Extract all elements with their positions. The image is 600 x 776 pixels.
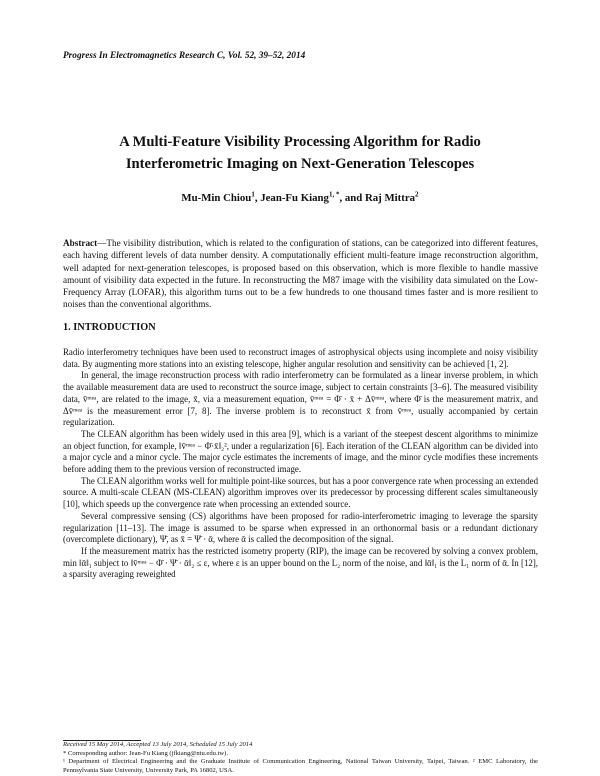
- paragraph-2: In general, the image reconstruction process with radio interferometry can be formulated as a linear inverse problem, in which the available measurement data are used to reconstruct the source image, subject to certain constraints [3–6]. The measured visibility data, v̄ᵐᵉᵃ, are related to the image, x̄, via a measurement equation, v̄ᵐᵉᵃ = Φ̄ · x̄ + Δv̄ᵐᵉᵃ, where Φ̄ is the measurement matrix, and Δv̄ᵐᵉᵃ is the measurement error [7, 8]. The inverse problem is to reconstruct x̄ from v̄ᵐᵉᵃ, usually accompanied by certain regularization.: [63, 370, 538, 428]
- author-list: [60, 192, 540, 204]
- paragraph-1: Radio interferometry techniques have been used to reconstruct images of astrophysical objects using incomplete and noisy visibility data. By augmenting more stations into an existing telescope, higher angular resolution and sensitivity can be achieved [1, 2].: [63, 347, 538, 369]
- author-3-affil: 2: [415, 190, 419, 199]
- received-dates: Received 15 May 2014, Accepted 13 July 2014, Scheduled 15 July 2014: [63, 741, 253, 748]
- author-2: Jean-Fu Kiang: [260, 192, 329, 204]
- paragraph-6: If the measurement matrix has the restricted isometry property (RIP), the image can be recovered by solving a convex problem, min ‖ᾱ‖₁ subject to ‖v̄ᵐᵉᵃ − Φ̄ · Ψ̄ · ᾱ‖₂ ≤ ε, where ε is an upper bound on the L₂ norm of the noise, and ‖ᾱ‖₁ is the L₁ norm of ᾱ. In [12], a sparsity averaging reweighted: [63, 545, 538, 580]
- section-heading-introduction: 1. INTRODUCTION: [63, 322, 156, 333]
- paragraph-3: The CLEAN algorithm has been widely used in this area [9], which is a variant of the steepest descent algorithms to minimize an object function, for example, ‖v̄ᵐᵉᵃ − Φ̄·x̄‖₂², under a regularization [6]. Each iteration of the CLEAN algorithm can be divided into a major cycle and a minor cycle. The major cycle estimates the increments of image, and the minor cycle modifies these increments before adding them to the previous version of reconstructed image.: [63, 428, 538, 475]
- corresponding-author: * Corresponding author: Jean-Fu Kiang (jfkiang@ntu.edu.tw).: [63, 749, 229, 757]
- author-sep-2: , and: [339, 192, 365, 204]
- abstract-label: Abstract: [63, 238, 98, 248]
- journal-header: Progress In Electromagnetics Research C, Vol. 52, 39–52, 2014: [63, 51, 306, 61]
- author-1: Mu-Min Chiou: [181, 192, 252, 204]
- title-line-1: A Multi-Feature Visibility Processing Algorithm for Radio: [119, 134, 481, 150]
- introduction-body: [63, 347, 538, 581]
- abstract: [63, 237, 538, 311]
- author-2-affil: 1, *: [328, 190, 340, 199]
- title-line-2: Interferometric Imaging on Next-Generation Telescopes: [125, 156, 475, 172]
- paragraph-5: Several compressive sensing (CS) algorithms have been proposed for radio-interferometric imaging to leverage the sparsity regularization [11–13]. The image is assumed to be sparse when expressed in an orthonormal basis or a redundant dictionary (overcomplete dictionary), Ψ̄, as x̄ = Ψ̄ · ᾱ, where ᾱ is called the decomposition of the signal.: [63, 510, 538, 545]
- author-3: Raj Mittra: [364, 192, 416, 204]
- footnotes: [63, 741, 538, 775]
- affiliations: ¹ Department of Electrical Engineering and the Graduate Institute of Communication Engineering, National Taiwan University, Taipei, Taiwan. ² EMC Laboratory, the Pennsylvania State University, University Park, PA 16802, USA.: [63, 758, 538, 774]
- paragraph-4: The CLEAN algorithm works well for multiple point-like sources, but has a poor convergence rate when processing an extended source. A multi-scale CLEAN (MS-CLEAN) algorithm improves over its predecessor by processing different scales simultaneously [10], which speeds up the convergence rate when processing an extended source.: [63, 475, 539, 510]
- author-1-affil: 1: [251, 190, 255, 199]
- paper-title: [60, 131, 540, 175]
- abstract-text: —The visibility distribution, which is related to the configuration of stations, can be categorized into different features, each having different levels of data number density. A computationally efficient multi-feature image reconstruction algorithm, well adapted for next-generation telescopes, is proposed based on this observation, which is more flexible to handle massive amount of visibility data expected in the future. In reconstructing the M87 image with the visibility data simulated on the Low-Frequency Array (LOFAR), this algorithm turns out to be a few hundreds to one thousand times faster and is more resilient to noises than the conventional algorithms.: [63, 238, 538, 310]
- author-sep-1: ,: [254, 192, 261, 204]
